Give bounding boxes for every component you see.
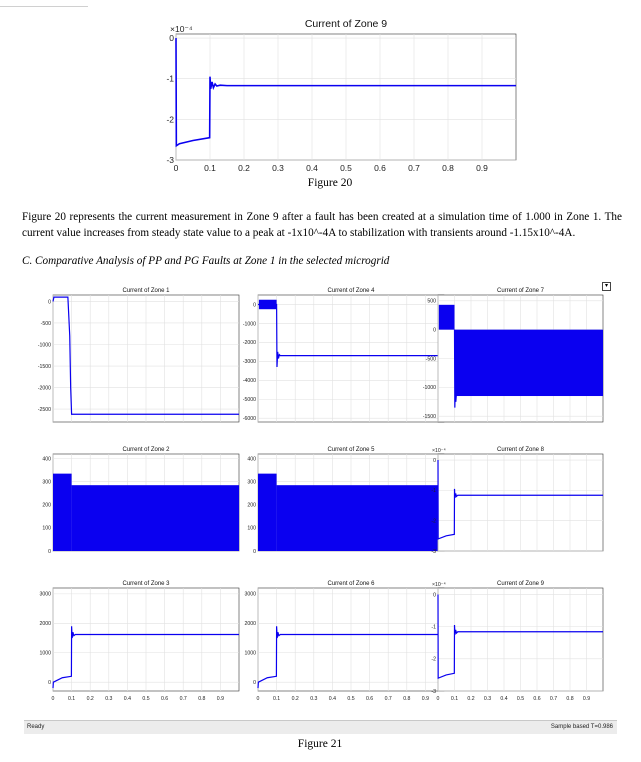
x-tick-label: 0.4	[306, 163, 318, 173]
y-tick-label: -500	[40, 320, 51, 327]
y-tick-label: 1000	[39, 650, 51, 657]
y-tick-label: 2000	[39, 621, 51, 628]
y-multiplier: ×10⁻⁴	[432, 448, 446, 454]
x-tick-label: 0.6	[365, 696, 374, 702]
x-tick-label: 0.2	[86, 696, 94, 702]
y-tick-label: 0	[48, 548, 51, 555]
x-tick-label: 0.9	[421, 696, 430, 702]
x-tick-label: 0.8	[442, 163, 454, 173]
chart-title: Current of Zone 9	[304, 18, 388, 30]
oscillation-band	[455, 330, 604, 396]
y-tick-label: -1	[166, 73, 174, 84]
x-tick-label: 0.2	[238, 163, 250, 173]
chart-title: Current of Zone 4	[327, 288, 375, 294]
status-sample-info: Sample based T=0.986	[550, 724, 613, 730]
y-tick-label: -3	[431, 688, 436, 695]
y-tick-label: 2000	[244, 621, 256, 628]
y-tick-label: -5000	[242, 397, 256, 404]
x-tick-label: 0.8	[403, 696, 411, 702]
chart-title: Current of Zone 3	[122, 581, 170, 587]
oscillation-band	[258, 474, 277, 551]
x-tick-label: 0	[256, 696, 260, 702]
x-tick-label: 0.1	[272, 696, 281, 702]
x-tick-label: 0.1	[450, 696, 459, 702]
y-tick-label: 0	[253, 302, 256, 309]
x-tick-label: 0.3	[105, 696, 113, 702]
x-tick-label: 0.8	[198, 696, 206, 702]
y-multiplier: ×10⁻⁴	[432, 582, 446, 588]
y-tick-label: -3	[431, 548, 436, 555]
x-tick-label: 0.7	[179, 696, 187, 702]
chart-zone-panel-8	[244, 581, 444, 702]
oscillation-band	[277, 485, 444, 551]
x-tick-label: 0.7	[408, 163, 420, 173]
y-tick-label: 300	[247, 479, 256, 486]
y-tick-label: -1500	[37, 363, 51, 370]
y-tick-label: -2000	[242, 340, 256, 347]
x-tick-label: 0.2	[467, 696, 475, 702]
y-tick-label: 400	[42, 456, 51, 463]
y-tick-label: 300	[42, 479, 51, 486]
x-tick-label: 0.9	[582, 696, 591, 702]
chart-zone-panel-6	[431, 447, 603, 555]
body-paragraph: Figure 20 represents the current measurement in Zone 9 after a fault has been created at a simulation time of 1.000 in Zone 1. The current value increases from steady state value to a peak at -1x10^-4A to stabilization with transients around -1.15x10^-4A.	[22, 211, 622, 239]
x-tick-label: 0.8	[566, 696, 574, 702]
y-tick-label: -500	[425, 356, 436, 363]
x-tick-label: 0.4	[328, 696, 337, 702]
chart-zone-panel-3	[423, 288, 603, 422]
chart-title: Current of Zone 5	[327, 447, 375, 453]
y-tick-label: 3000	[244, 591, 256, 598]
chart-zone-panel-2	[243, 288, 444, 422]
y-tick-label: 0	[433, 592, 436, 599]
x-tick-label: 0.5	[340, 163, 352, 173]
x-tick-label: 0.2	[291, 696, 299, 702]
y-tick-label: -4000	[242, 378, 256, 385]
x-tick-label: 0.5	[516, 696, 525, 702]
chart-zone-panel-7	[39, 581, 239, 702]
chart-title: Current of Zone 9	[496, 581, 545, 587]
x-tick-label: 0.1	[67, 696, 76, 702]
y-tick-label: -1000	[37, 342, 51, 349]
x-tick-label: 0.6	[374, 163, 386, 173]
x-tick-label: 0.3	[483, 696, 492, 702]
page-top-rule	[0, 0, 88, 7]
y-tick-label: 400	[247, 456, 256, 463]
x-tick-label: 0.9	[476, 163, 488, 173]
y-tick-label: 1000	[244, 650, 256, 657]
y-tick-label: 100	[247, 525, 256, 532]
chart-zone-panel-9	[431, 581, 603, 702]
y-tick-label: -1	[431, 624, 436, 631]
section-heading: C. Comparative Analysis of PP and PG Faults at Zone 1 in the selected microgrid	[22, 255, 390, 267]
y-tick-label: -1	[431, 488, 436, 495]
figure-20-caption: Figure 20	[307, 177, 353, 189]
y-tick-label: -1000	[242, 321, 256, 328]
dock-icon[interactable]: ▾	[602, 282, 611, 291]
y-tick-label: 0	[48, 299, 51, 306]
x-tick-label: 0.4	[123, 696, 132, 702]
x-tick-label: 0	[51, 696, 55, 702]
y-tick-label: -2000	[37, 385, 51, 392]
x-tick-label: 0.4	[500, 696, 508, 702]
figure-20-chart	[150, 10, 520, 180]
oscillation-band	[72, 485, 239, 551]
x-tick-label: 0.6	[160, 696, 169, 702]
y-tick-label: -2	[431, 518, 436, 525]
y-multiplier: ×10⁻⁴	[170, 24, 193, 34]
y-tick-label: -2	[431, 656, 436, 663]
y-tick-label: 3000	[39, 591, 51, 598]
scope-status-bar	[24, 720, 617, 734]
x-tick-label: 0	[173, 163, 179, 173]
y-tick-label: -6000	[242, 416, 256, 423]
y-tick-label: 0	[253, 679, 256, 686]
x-tick-label: 0.1	[204, 163, 216, 173]
y-tick-label: 200	[42, 502, 51, 509]
figure-21-grid	[24, 282, 617, 715]
y-tick-label: 0	[433, 327, 436, 334]
x-tick-label: 0	[436, 696, 440, 702]
x-tick-label: 0.5	[347, 696, 355, 702]
x-tick-label: 0.3	[272, 163, 284, 173]
y-tick-label: 0	[433, 457, 436, 464]
chart-title: Current of Zone 7	[496, 288, 545, 294]
x-tick-label: 0.3	[310, 696, 318, 702]
y-tick-label: -2	[166, 114, 174, 125]
y-tick-label: -3	[166, 154, 174, 165]
y-tick-label: 0	[169, 33, 174, 44]
figure-21-panel	[24, 282, 617, 715]
y-tick-label: -1500	[422, 414, 436, 421]
x-tick-label: 0.6	[533, 696, 541, 702]
y-tick-label: 0	[48, 679, 51, 686]
status-ready: Ready	[27, 724, 45, 730]
y-tick-label: 200	[247, 502, 256, 509]
chart-zone-panel-4	[42, 447, 239, 555]
x-tick-label: 0.5	[142, 696, 150, 702]
chart-zone-panel-5	[247, 447, 444, 555]
y-tick-label: -2500	[37, 406, 51, 413]
chart-title: Current of Zone 1	[122, 288, 170, 294]
chart-title: Current of Zone 6	[327, 581, 375, 587]
oscillation-band	[53, 474, 72, 551]
y-tick-label: 0	[253, 548, 256, 555]
x-tick-label: 0.9	[216, 696, 225, 702]
chart-zone-9-main	[166, 18, 516, 173]
chart-title: Current of Zone 8	[496, 447, 545, 453]
x-tick-label: 0.7	[384, 696, 392, 702]
y-tick-label: 500	[427, 298, 436, 305]
x-tick-label: 0.7	[549, 696, 558, 702]
oscillation-band	[439, 305, 455, 330]
chart-title: Current of Zone 2	[122, 447, 170, 453]
chart-zone-panel-1	[38, 288, 239, 422]
y-tick-label: -1000	[422, 385, 436, 392]
y-tick-label: 100	[42, 525, 51, 532]
y-tick-label: -3000	[242, 359, 256, 366]
figure-21-caption: Figure 21	[297, 738, 343, 750]
